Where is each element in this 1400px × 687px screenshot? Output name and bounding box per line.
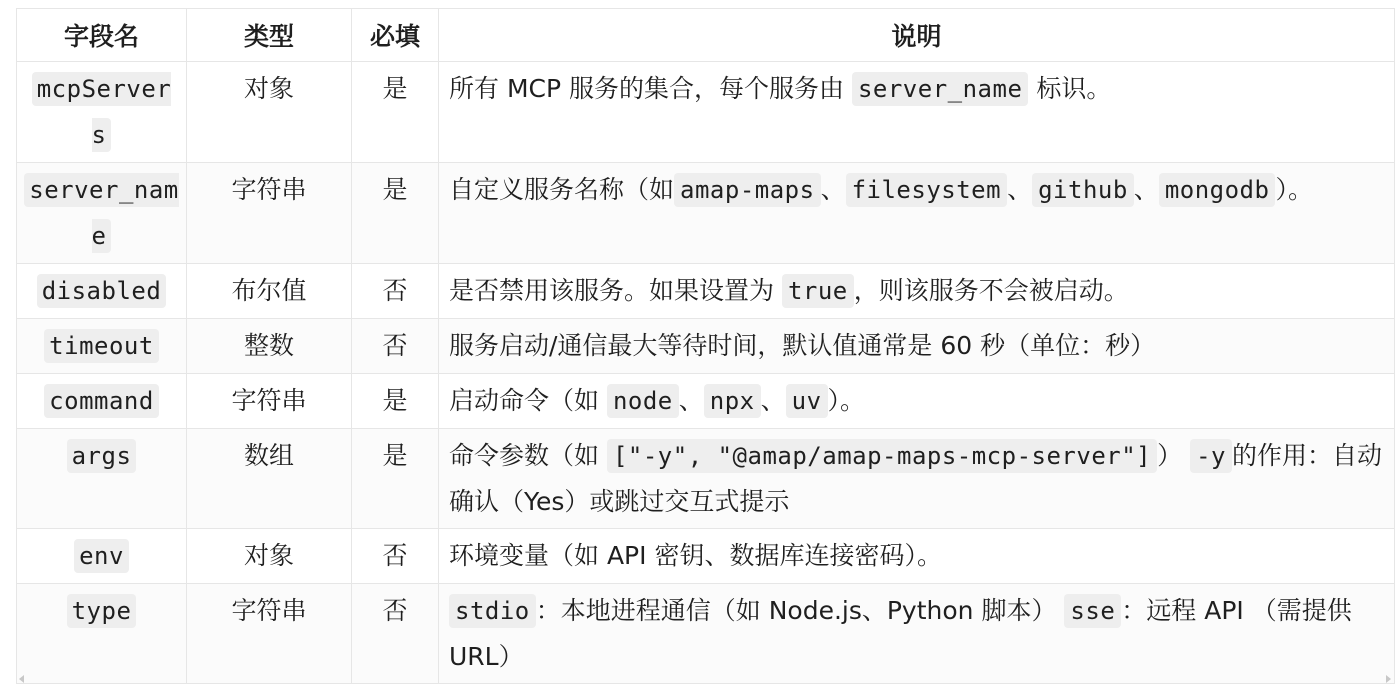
inline-code: stdio <box>449 594 536 628</box>
table-row <box>17 319 1395 374</box>
inline-code: amap-maps <box>674 173 821 207</box>
required-cell: 否 <box>352 264 439 319</box>
table-row <box>17 264 1395 319</box>
field-name-cell <box>17 529 187 584</box>
field-name-cell <box>17 62 187 163</box>
inline-code: mongodb <box>1159 173 1276 207</box>
table-body <box>17 62 1395 684</box>
type-cell: 字符串 <box>187 584 352 684</box>
type-cell: 字符串 <box>187 163 352 264</box>
description-text: 、 <box>1133 175 1159 204</box>
inline-code: uv <box>786 384 828 418</box>
field-name-cell <box>17 319 187 374</box>
description-cell <box>439 529 1395 584</box>
table-row <box>17 429 1395 529</box>
description-cell <box>439 62 1395 163</box>
description-cell <box>439 584 1395 684</box>
description-cell <box>439 374 1395 429</box>
field-name-cell <box>17 163 187 264</box>
description-text: ）。 <box>1275 175 1313 204</box>
description-cell <box>439 429 1395 529</box>
scroll-left-arrow-icon[interactable] <box>19 675 24 683</box>
inline-code: node <box>607 384 679 418</box>
type-cell: 对象 <box>187 529 352 584</box>
table-row <box>17 374 1395 429</box>
description-text: ） <box>1157 441 1191 470</box>
required-cell: 否 <box>352 584 439 684</box>
inline-code: server_name <box>852 72 1028 106</box>
type-cell: 整数 <box>187 319 352 374</box>
description-text: ：远程 API （需提供 URL） <box>449 596 1352 671</box>
inline-code: filesystem <box>846 173 1008 207</box>
type-cell: 对象 <box>187 62 352 163</box>
field-name-cell <box>17 264 187 319</box>
description-text: 环境变量（如 API 密钥、数据库连接密码）。 <box>449 541 942 570</box>
header-row <box>17 9 1395 62</box>
required-cell: 是 <box>352 374 439 429</box>
description-text: 启动命令（如 <box>449 386 607 415</box>
horizontal-scrollbar[interactable] <box>16 675 1394 685</box>
field-name-code: args <box>67 439 137 473</box>
required-cell: 是 <box>352 429 439 529</box>
field-name-code: mcpServers <box>32 72 172 152</box>
type-cell: 布尔值 <box>187 264 352 319</box>
description-text: 自定义服务名称（如 <box>449 175 675 204</box>
field-name-code: timeout <box>44 329 159 363</box>
description-text: 标识。 <box>1028 74 1112 103</box>
description-text: 所有 MCP 服务的集合，每个服务由 <box>449 74 852 103</box>
inline-code: true <box>782 274 854 308</box>
type-cell: 数组 <box>187 429 352 529</box>
description-text: ，则该服务不会被启动。 <box>853 276 1129 305</box>
field-name-code: type <box>67 594 137 628</box>
description-text: 、 <box>820 175 846 204</box>
field-name-code: server_name <box>24 173 179 253</box>
description-text: 是否禁用该服务。如果设置为 <box>449 276 782 305</box>
field-name-cell <box>17 584 187 684</box>
required-cell: 否 <box>352 319 439 374</box>
table-row <box>17 62 1395 163</box>
description-cell <box>439 319 1395 374</box>
description-text: ：本地进程通信（如 Node.js、Python 脚本） <box>535 596 1065 625</box>
required-cell: 否 <box>352 529 439 584</box>
header-required: 必填 <box>352 9 439 62</box>
inline-code: sse <box>1064 594 1121 628</box>
field-name-code: disabled <box>37 274 167 308</box>
description-text: 服务启动/通信最大等待时间，默认值通常是 60 秒（单位：秒） <box>449 331 1156 360</box>
field-name-code: command <box>44 384 159 418</box>
field-name-cell <box>17 374 187 429</box>
type-cell: 字符串 <box>187 374 352 429</box>
header-description: 说明 <box>439 9 1395 62</box>
required-cell: 是 <box>352 163 439 264</box>
description-cell <box>439 163 1395 264</box>
inline-code: npx <box>704 384 761 418</box>
table-container <box>16 8 1394 684</box>
table-row <box>17 529 1395 584</box>
field-name-code: env <box>74 539 129 573</box>
field-name-cell <box>17 429 187 529</box>
table-row <box>17 584 1395 684</box>
description-text: ）。 <box>827 386 866 415</box>
header-type: 类型 <box>187 9 352 62</box>
config-fields-table <box>16 8 1395 684</box>
inline-code: github <box>1032 173 1134 207</box>
required-cell: 是 <box>352 62 439 163</box>
header-field-name: 字段名 <box>17 9 187 62</box>
table-row <box>17 163 1395 264</box>
description-cell <box>439 264 1395 319</box>
description-text: 、 <box>760 386 786 415</box>
scroll-right-arrow-icon[interactable] <box>1386 675 1391 683</box>
description-text: 、 <box>678 386 704 415</box>
description-text: 命令参数（如 <box>449 441 607 470</box>
inline-code: ["-y", "@amap/amap-maps-mcp-server"] <box>607 439 1157 473</box>
description-text: 的作用：自动确认（Yes）或跳过交互式提示 <box>449 441 1382 516</box>
description-text: 、 <box>1007 175 1033 204</box>
inline-code: -y <box>1190 439 1232 473</box>
